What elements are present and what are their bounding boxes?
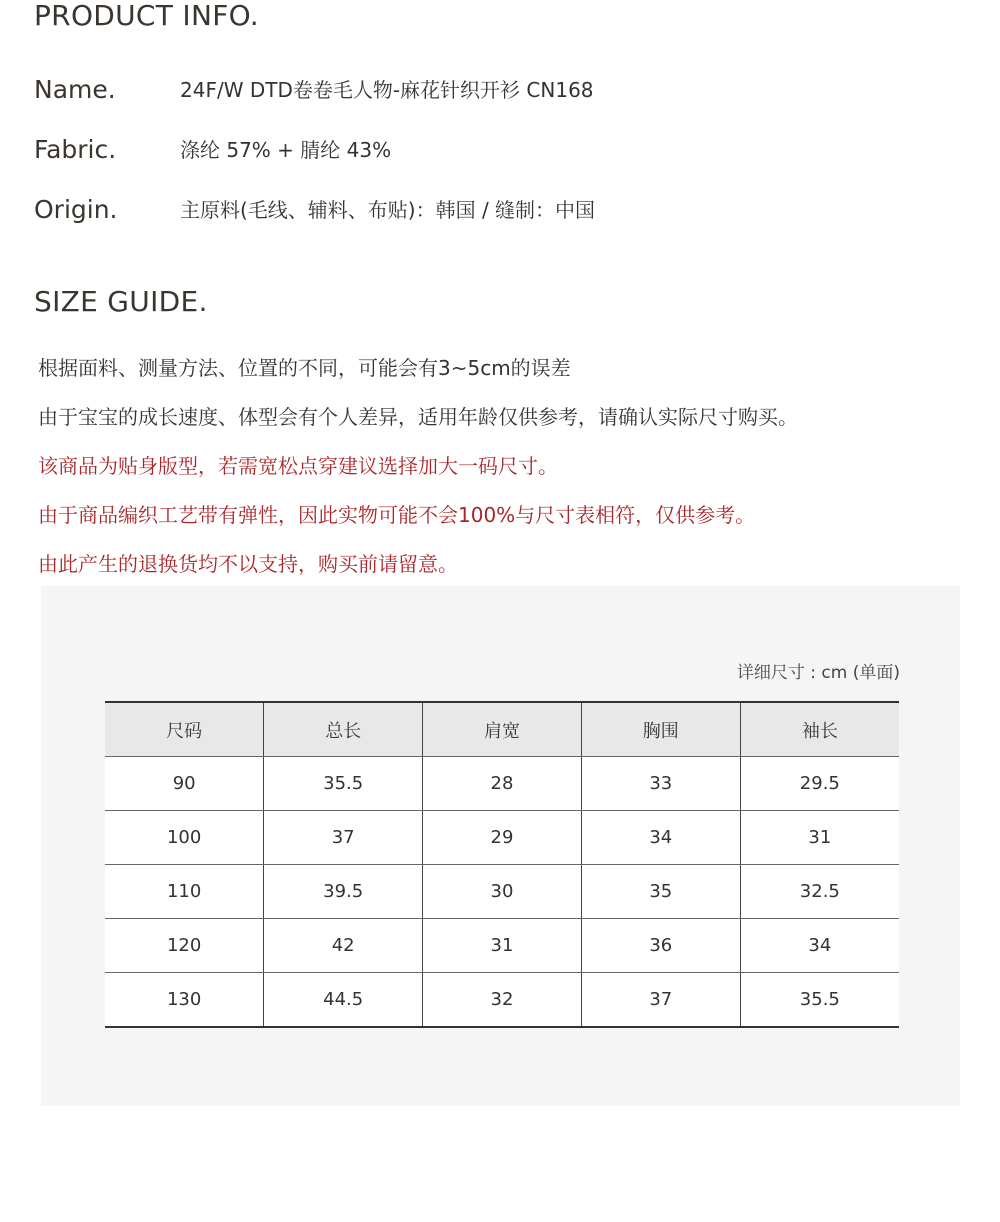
note-measurement-error: 根据面料、测量方法、位置的不同，可能会有3~5cm的误差 — [38, 356, 571, 380]
cell-total-length: 35.5 — [264, 757, 423, 811]
cell-chest: 35 — [581, 865, 740, 919]
cell-size: 90 — [105, 757, 264, 811]
cell-size: 100 — [105, 811, 264, 865]
cell-total-length: 42 — [264, 919, 423, 973]
note-age-reference: 由于宝宝的成长速度、体型会有个人差异，适用年龄仅供参考，请确认实际尺寸购买。 — [38, 405, 798, 429]
header-size: 尺码 — [105, 702, 264, 757]
cell-sleeve-length: 32.5 — [740, 865, 899, 919]
header-chest: 胸围 — [581, 702, 740, 757]
cell-total-length: 39.5 — [264, 865, 423, 919]
info-row-name — [34, 72, 974, 108]
name-value: 24F/W DTD卷卷毛人物-麻花针织开衫 CN168 — [180, 78, 594, 102]
header-shoulder-width: 肩宽 — [423, 702, 582, 757]
cell-total-length: 44.5 — [264, 973, 423, 1028]
cell-size: 110 — [105, 865, 264, 919]
info-row-fabric — [34, 132, 974, 168]
unit-note: 详细尺寸 : cm (单面) — [736, 663, 900, 683]
warning-no-returns: 由此产生的退换货均不以支持，购买前请留意。 — [38, 552, 458, 576]
warning-fitted-cut: 该商品为贴身版型，若需宽松点穿建议选择加大一码尺寸。 — [38, 454, 558, 478]
cell-size: 120 — [105, 919, 264, 973]
header-total-length: 总长 — [264, 702, 423, 757]
cell-size: 130 — [105, 973, 264, 1028]
size-guide-title: SIZE GUIDE. — [34, 285, 208, 318]
cell-total-length: 37 — [264, 811, 423, 865]
cell-sleeve-length: 31 — [740, 811, 899, 865]
cell-shoulder-width: 28 — [423, 757, 582, 811]
table-row — [105, 865, 899, 919]
cell-shoulder-width: 30 — [423, 865, 582, 919]
fabric-value: 涤纶 57% + 腈纶 43% — [180, 138, 392, 162]
size-table — [105, 701, 899, 1028]
header-sleeve-length: 袖长 — [740, 702, 899, 757]
warning-elastic-knit: 由于商品编织工艺带有弹性，因此实物可能不会100%与尺寸表相符，仅供参考。 — [38, 503, 756, 527]
cell-chest: 34 — [581, 811, 740, 865]
cell-chest: 37 — [581, 973, 740, 1028]
cell-chest: 36 — [581, 919, 740, 973]
info-row-origin — [34, 192, 974, 228]
cell-sleeve-length: 35.5 — [740, 973, 899, 1028]
table-row — [105, 973, 899, 1028]
product-info-title: PRODUCT INFO. — [34, 0, 260, 32]
size-chart-panel — [41, 586, 960, 1106]
table-row — [105, 811, 899, 865]
origin-value: 主原料(毛线、辅料、布贴)：韩国 / 缝制：中国 — [180, 198, 596, 222]
cell-shoulder-width: 32 — [423, 973, 582, 1028]
name-label: Name. — [34, 75, 116, 104]
size-guide-notes — [38, 344, 978, 589]
origin-label: Origin. — [34, 195, 118, 224]
table-header-row — [105, 702, 899, 757]
cell-chest: 33 — [581, 757, 740, 811]
fabric-label: Fabric. — [34, 135, 117, 164]
table-row — [105, 919, 899, 973]
cell-shoulder-width: 31 — [423, 919, 582, 973]
cell-sleeve-length: 34 — [740, 919, 899, 973]
cell-shoulder-width: 29 — [423, 811, 582, 865]
cell-sleeve-length: 29.5 — [740, 757, 899, 811]
table-row — [105, 757, 899, 811]
